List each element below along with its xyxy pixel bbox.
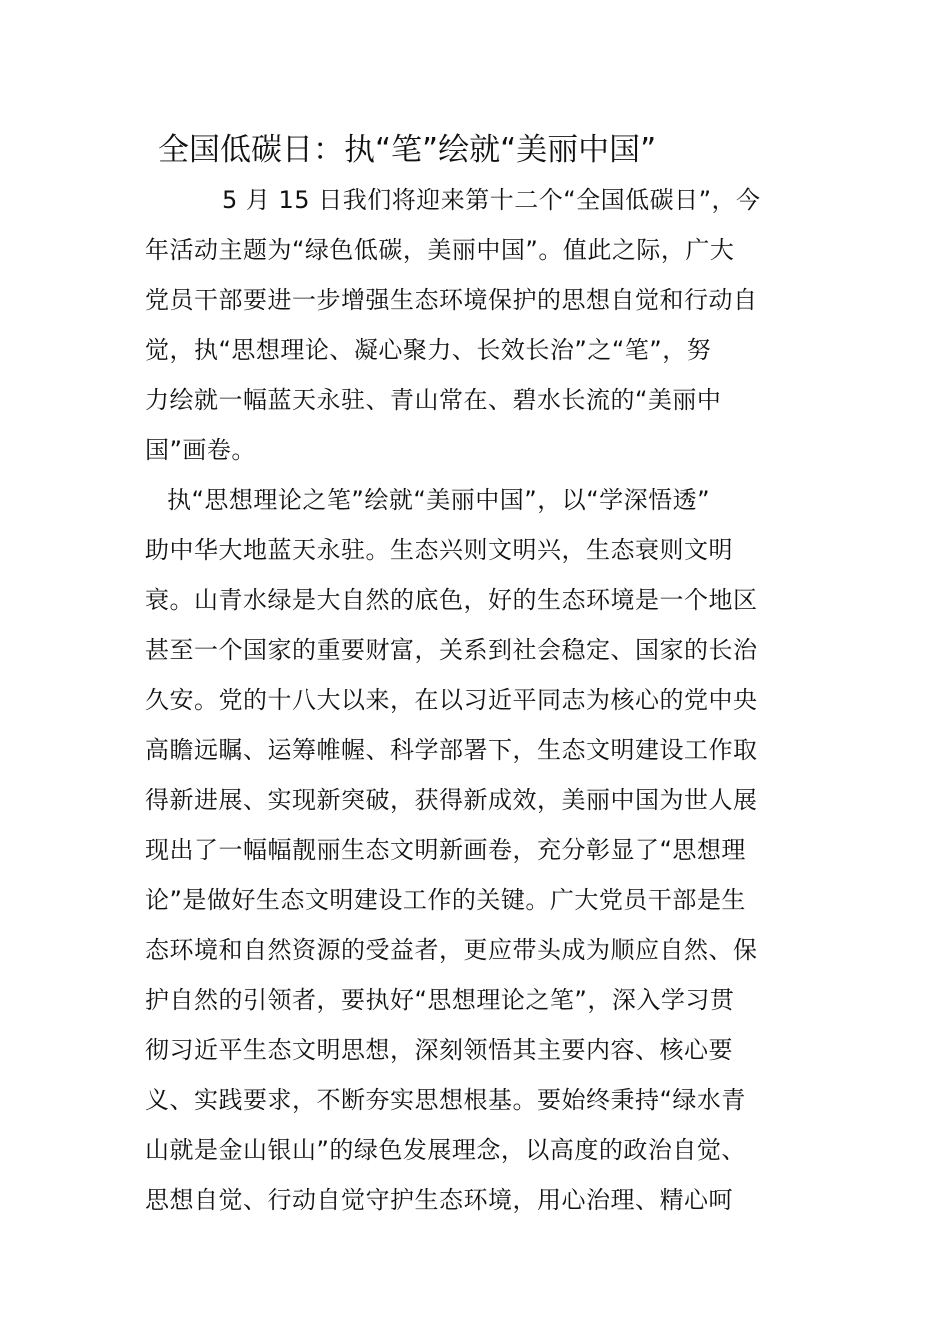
text-line: 山就是金山银山”的绿色发展理念，以高度的政治自觉、 [145, 1136, 746, 1164]
text-line: 力绘就一幅蓝天永驻、青山常在、碧水长流的“美丽中 [145, 386, 722, 414]
text-line: 5 月 15 日我们将迎来第十二个“全国低碳日”，今 [222, 186, 761, 214]
text-line: 衰。山青水绿是大自然的底色，好的生态环境是一个地区 [145, 586, 758, 614]
text-line: 护自然的引领者，要执好“思想理论之笔”，深入学习贯 [145, 986, 735, 1014]
text-line: 甚至一个国家的重要财富，关系到社会稳定、国家的长治 [145, 636, 758, 664]
text-line: 年活动主题为“绿色低碳，美丽中国”。值此之际，广大 [145, 236, 735, 264]
text-line: 义、实践要求，不断夯实思想根基。要始终秉持“绿水青 [145, 1086, 746, 1114]
text-line: 高瞻远瞩、运筹帷幄、科学部署下，生态文明建设工作取 [145, 736, 758, 764]
text-line: 党员干部要进一步增强生态环境保护的思想自觉和行动自 [145, 286, 758, 314]
text-line: 态环境和自然资源的受益者，更应带头成为顺应自然、保 [145, 936, 758, 964]
text-line: 国”画卷。 [145, 436, 256, 464]
text-line: 彻习近平生态文明思想，深刻领悟其主要内容、核心要 [145, 1036, 733, 1064]
text-line: 思想自觉、行动自觉守护生态环境，用心治理、精心呵 [145, 1186, 733, 1214]
text-line: 得新进展、实现新突破，获得新成效，美丽中国为世人展 [145, 786, 758, 814]
text-line: 执“思想理论之笔”绘就“美丽中国”，以“学深悟透” [167, 486, 711, 514]
text-line: 觉，执“思想理论、凝心聚力、长效长治”之“笔”，努 [145, 336, 712, 364]
text-line: 助中华大地蓝天永驻。生态兴则文明兴，生态衰则文明 [145, 536, 733, 564]
text-line: 论”是做好生态文明建设工作的关键。广大党员干部是生 [145, 886, 746, 914]
text-line: 久安。党的十八大以来，在以习近平同志为核心的党中央 [145, 686, 758, 714]
text-line: 现出了一幅幅靓丽生态文明新画卷，充分彰显了“思想理 [145, 836, 746, 864]
document-title: 全国低碳日：执“笔”绘就“美丽中国” [158, 132, 657, 168]
